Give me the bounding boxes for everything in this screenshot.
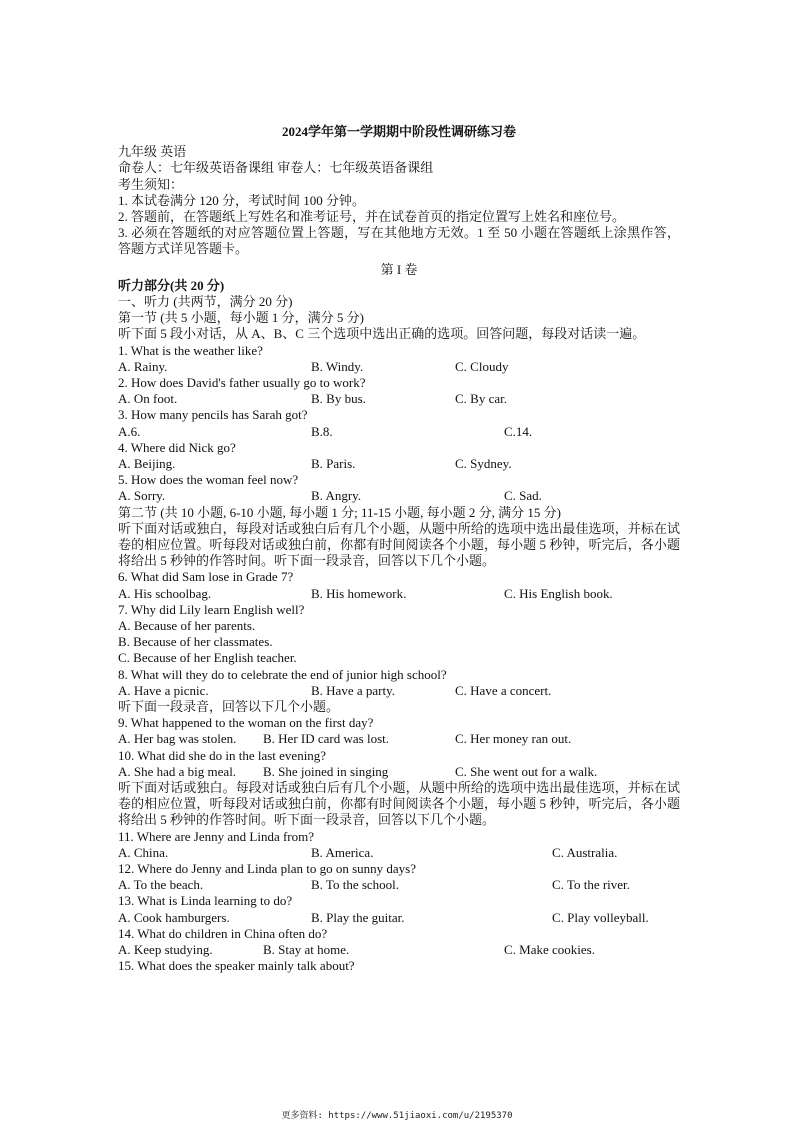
section2-instruction-3: 听下面对话或独白。每段对话或独白后有几个小题，从题中所给的选项中选出最佳选项，并标在试卷的相应位置，听每段对话或独白前，你都有时间阅读各个小题，每小题 5 秒钟，听完后，各小题将给出 5 秒钟的作答时间。听下面一段录音，回答以下几个小题。	[118, 779, 680, 828]
option-c: C. Make cookies.	[504, 941, 595, 957]
option-a: A. Cook hamburgers.	[118, 909, 230, 925]
options-3	[118, 424, 680, 440]
option-a: A. She had a big meal.	[118, 763, 237, 779]
option-a: A. Beijing.	[118, 456, 176, 472]
option-b: B. Paris.	[311, 456, 356, 472]
question-9: 9. What happened to the woman on the first day?	[118, 715, 374, 731]
option-a: A. Sorry.	[118, 488, 166, 504]
option-c: C. By car.	[455, 391, 507, 407]
options-4	[118, 456, 680, 472]
option-a: A. Keep studying.	[118, 941, 213, 957]
question-1: 1. What is the weather like?	[118, 342, 263, 358]
options-2	[118, 391, 680, 407]
listening-heading: 听力部分(共 20 分)	[118, 277, 225, 293]
options-9	[118, 731, 680, 747]
options-1	[118, 359, 680, 375]
options-8	[118, 683, 680, 699]
option-b: B. Have a party.	[311, 682, 395, 698]
question-10: 10. What did she do in the last evening?	[118, 747, 327, 763]
note-1: 1. 本试卷满分 120 分，考试时间 100 分钟。	[118, 192, 366, 208]
option-b: B. Stay at home.	[263, 941, 350, 957]
option-b: B. Because of her classmates.	[118, 634, 273, 650]
question-14: 14. What do children in China often do?	[118, 925, 328, 941]
options-12	[118, 877, 680, 893]
options-11	[118, 845, 680, 861]
section2-title: 第二节 (共 10 小题, 6-10 小题, 每小题 1 分; 11-15 小题, 每小题 2 分, 满分 15 分)	[118, 504, 561, 520]
option-a: A. Rainy.	[118, 358, 168, 374]
section1-title: 第一节 (共 5 小题，每小题 1 分，满分 5 分)	[118, 310, 364, 326]
section2-instruction-1: 听下面对话或独白，每段对话或独白后有几个小题，从题中所给的选项中选出最佳选项，并标在试卷的相应位置。听每段对话或独白前，你都有时间阅读各个小题，每小题 5 秒钟，听完后，各小题将给出 5 秒钟的作答时间。听下面一段录音，回答以下几个小题。	[118, 520, 680, 569]
option-b: B. Angry.	[311, 488, 362, 504]
option-b: B. Her ID card was lost.	[263, 731, 389, 747]
grade-subject: 九年级 英语	[118, 144, 187, 160]
options-6	[118, 586, 680, 602]
exam-page	[118, 124, 680, 974]
option-c: C. Sad.	[504, 488, 542, 504]
option-c: C. Cloudy	[455, 358, 509, 374]
option-a: A. Have a picnic.	[118, 682, 209, 698]
option-c: C. Sydney.	[455, 456, 512, 472]
option-a: A. On foot.	[118, 391, 178, 407]
option-c: C. Australia.	[552, 844, 618, 860]
volume-title: 第 I 卷	[380, 261, 418, 277]
section1-instruction: 听下面 5 段小对话，从 A、B、C 三个选项中选出正确的选项。回答问题，每段对话读一遍。	[118, 326, 646, 342]
option-b: B. By bus.	[311, 391, 366, 407]
option-b: B.8.	[311, 423, 333, 439]
option-c: C. To the river.	[552, 877, 630, 893]
note-3: 3. 必须在答题纸的对应答题位置上答题，写在其他地方无效。1 至 50 小题在答题纸上涂黑作答，答题方式详见答题卡。	[118, 225, 680, 257]
option-a: A. Because of her parents.	[118, 618, 256, 633]
question-7: 7. Why did Lily learn English well?	[118, 601, 305, 617]
option-c: C. Because of her English teacher.	[118, 650, 297, 666]
option-b: B. To the school.	[311, 877, 400, 893]
options-13	[118, 910, 680, 926]
question-2: 2. How does David's father usually go to work?	[118, 375, 366, 391]
question-6: 6. What did Sam lose in Grade 7?	[118, 569, 294, 585]
options-10	[118, 764, 680, 780]
option-b: B. She joined in singing	[263, 763, 389, 779]
option-a: A. His schoolbag.	[118, 585, 212, 601]
option-c: C. She went out for a walk.	[455, 763, 598, 779]
section2-instruction-2: 听下面一段录音，回答以下几个小题。	[118, 699, 340, 714]
footer-source-link[interactable]: 更多资料: https://www.51jiaoxi.com/u/2195370	[281, 1111, 513, 1121]
option-c: C. Her money ran out.	[455, 731, 572, 747]
option-b: B. America.	[311, 844, 374, 860]
question-5: 5. How does the woman feel now?	[118, 472, 299, 488]
question-13: 13. What is Linda learning to do?	[118, 893, 293, 909]
question-8: 8. What will they do to celebrate the end of junior high school?	[118, 666, 447, 682]
option-a: A. Her bag was stolen.	[118, 731, 237, 747]
option-c: C. Have a concert.	[455, 682, 552, 698]
options-14	[118, 942, 680, 958]
question-4: 4. Where did Nick go?	[118, 439, 236, 455]
option-a: A. To the beach.	[118, 877, 204, 893]
option-c: C. His English book.	[504, 585, 613, 601]
listening-sub: 一、听力 (共两节，满分 20 分)	[118, 294, 293, 310]
option-c: C.14.	[504, 423, 533, 439]
option-c: C. Play volleyball.	[552, 909, 649, 925]
question-3: 3. How many pencils has Sarah got?	[118, 407, 308, 423]
exam-title: 2024学年第一学期期中阶段性调研练习卷	[281, 124, 516, 139]
note-2: 2. 答题前，在答题纸上写姓名和准考证号，并在试卷首页的指定位置写上姓名和座位号。	[118, 209, 626, 225]
option-b: B. His homework.	[311, 585, 407, 601]
option-b: B. Windy.	[311, 358, 364, 374]
question-11: 11. Where are Jenny and Linda from?	[118, 828, 315, 844]
notice-title: 考生须知：	[118, 176, 184, 192]
option-a: A.6.	[118, 423, 141, 439]
option-b: B. Play the guitar.	[311, 909, 405, 925]
question-12: 12. Where do Jenny and Linda plan to go on sunny days?	[118, 860, 416, 876]
authors: 命卷人：七年级英语备课组 审卷人：七年级英语备课组	[118, 160, 434, 176]
option-a: A. China.	[118, 844, 169, 860]
options-5	[118, 488, 680, 504]
question-15: 15. What does the speaker mainly talk about?	[118, 958, 355, 974]
